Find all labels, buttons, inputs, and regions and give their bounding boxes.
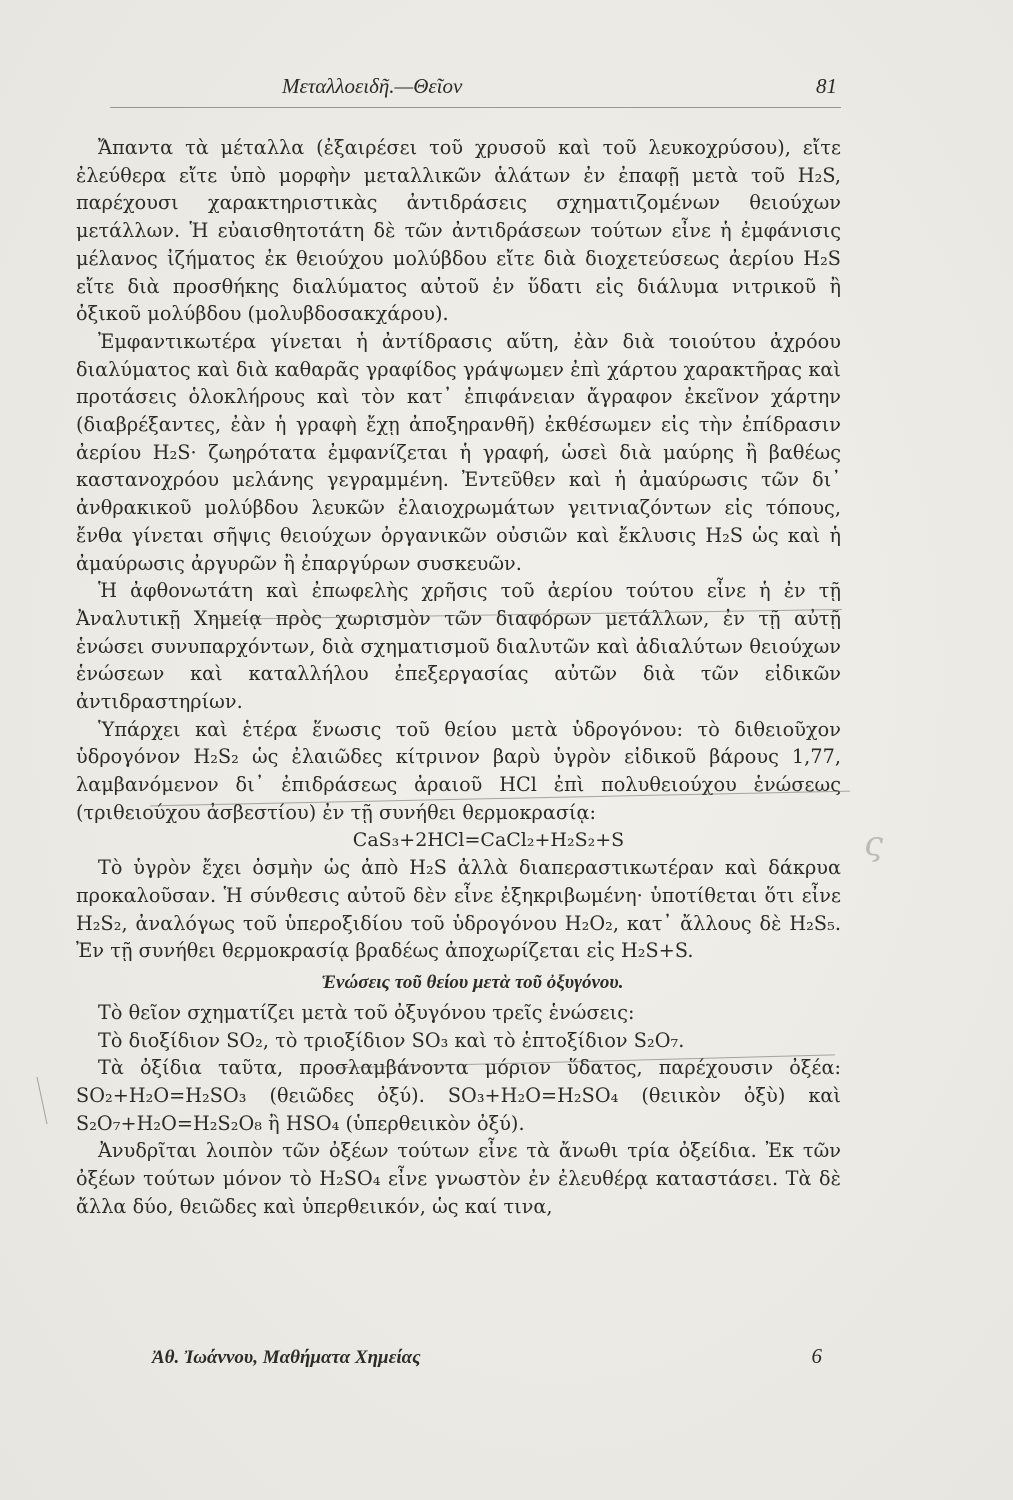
page-header — [110, 74, 841, 108]
section-heading: Ἑνώσεις τοῦ θείου μετὰ τοῦ ὀξυγόνου. — [321, 972, 624, 994]
book-citation: Ἀθ. Ἰωάννου, Μαθήματα Χημείας — [152, 1347, 421, 1368]
paragraph-acids: Τὰ ὀξίδια ταῦτα, προσλαμβάνοντα μόριον ὕδατος, παρέχουσιν ὀξέα: SO₂+H₂O=H₂SO₃ (θειῶδες ὀξύ). SO₃+H₂O=H₂SO₄ (θειικὸν ὀξὺ) καὶ S₂O₇+H₂O=H₂S₂O₈ ἢ HSO₄ (ὑπερθειικὸν ὀξύ). — [76, 1056, 841, 1135]
running-title: Μεταλλοειδῆ.—Θεῖον — [282, 74, 463, 98]
paragraph-anhydrides: Ἀνυδρῖται λοιπὸν τῶν ὀξέων τούτων εἶνε τὰ ἄνωθι τρία ὀξείδια. Ἐκ τῶν ὀξέων τούτων μόνον τὸ H₂SO₄ εἶνε γνωστὸν ἐν ἐλευθέρᾳ καταστάσει. Τὰ δὲ ἄλλα δύο, θειῶδες καὶ ὑπερθειικόν, ὡς καί τινα, — [76, 1139, 841, 1218]
pencil-margin-stroke — [37, 1077, 48, 1124]
formula-calcium-trisulfide: CaS₃+2HCl=CaCl₂+H₂S₂+S — [352, 828, 625, 851]
page-footer — [152, 1344, 842, 1369]
paragraph-analytical-use: Ἡ ἀφθονωτάτη καὶ ἐπωφελὴς χρῆσις τοῦ ἀερίου τούτου εἶνε ἡ ἐν τῇ Ἀναλυτικῇ Χημείᾳ πρὸς χωρισμὸν τῶν διαφόρων μετάλλων, ἐν τῇ αὐτῇ ἑνώσει συνυπαρχόντων, διὰ σχηματισμοῦ διαλυτῶν καὶ ἀδιαλύτων θειούχων ἑνώσεων καὶ καταλλήλου ἐπεξεργασίας αὐτῶν διὰ τῶν εἰδικῶν ἀντιδραστηρίων. — [76, 579, 841, 714]
signature-number: 6 — [811, 1344, 822, 1368]
paragraph-oxides-list: Τὸ διοξίδιον SO₂, τὸ τριοξίδιον SO₃ καὶ τὸ ἑπτοξίδιον S₂O₇. — [98, 1028, 685, 1052]
paragraph-hydrogen-persulfide: Ὑπάρχει καὶ ἑτέρα ἕνωσις τοῦ θείου μετὰ ὑδρογόνου: τὸ διθειοῦχον ὑδρογόνον H₂S₂ ὡς ἐλαιῶδες κίτρινον βαρὺ ὑγρὸν εἰδικοῦ βάρους 1,77, λαμβανόμενον δι᾽ ἐπιδράσεως ἀραιοῦ HCl ἐπὶ πολυθειούχου ἑνώσεως (τριθειούχου ἀσβεστίου) ἐν τῇ συνήθει θερμοκρασίᾳ: — [76, 717, 841, 824]
paragraph-invisible-writing: Ἐμφαντικωτέρα γίνεται ἡ ἀντίδρασις αὕτη, ἐὰν διὰ τοιούτου ἀχρόου διαλύματος καὶ διὰ καθαρᾶς γραφίδος γράψωμεν ἐπὶ χάρτου χαρακτῆρας καὶ προτάσεις ὁλοκλήρους καὶ τὸν κατ᾽ ἐπιφάνειαν ἄγραφον ἐκεῖνον χάρτην (διαβρέξαντες, ἐὰν ἡ γραφὴ ἔχῃ ἀποξηρανθῆ) ἐκθέσωμεν εἰς τὴν ἐπίδρασιν ἀερίου H₂S· ζωηρότατα ἐμφανίζεται ἡ γραφή, ὡσεὶ διὰ μαύρης ἢ βαθέως καστανοχρόου μελάνης γεγραμμένη. Ἐντεῦθεν καὶ ἡ ἀμαύρωσις τῶν δι᾽ ἀνθρακικοῦ μολύβδου λευκῶν ἐλαιοχρωμάτων γειτνιαζόντων εἰς τόπους, ἔνθα γίνεται σῆψις θειούχων ὀργανικῶν οὐσιῶν καὶ ἔκλυσις H₂S ὡς καὶ ἡ ἀμαύρωσις ἀργυρῶν ἢ ἐπαργύρων συσκευῶν. — [76, 329, 841, 575]
paragraph-three-compounds: Τὸ θεῖον σχηματίζει μετὰ τοῦ ὀξυγόνου τρεῖς ἑνώσεις: — [98, 1000, 635, 1024]
paragraph-metals-reaction: Ἄπαντα τὰ μέταλλα (ἐξαιρέσει τοῦ χρυσοῦ καὶ τοῦ λευκοχρύσου), εἴτε ἐλεύθερα εἴτε ὑπὸ μορφὴν μεταλλικῶν ἁλάτων ἐν ἐπαφῇ μετὰ τοῦ H₂S, παρέχουσι χαρακτηριστικὰς ἀντιδράσεις σχηματιζομένων θειούχων μετάλλων. Ἡ εὐαισθητοτάτη δὲ τῶν ἀντιδράσεων τούτων εἶνε ἡ ἐμφάνισις μέλανος ἰζήματος ἐκ θειούχου μολύβδου εἴτε διὰ διοχετεύσεως ἀερίου H₂S εἴτε διὰ προσθήκης διαλύματος αὐτοῦ ἐν ὕδατι εἰς διάλυμα νιτρικοῦ ἢ ὀξικοῦ μολύβδου (μολυβδοσακχάρου). — [76, 136, 841, 326]
page-number: 81 — [816, 74, 837, 98]
paragraph-liquid-properties: Τὸ ὑγρὸν ἔχει ὀσμὴν ὡς ἀπὸ H₂S ἀλλὰ διαπεραστικωτέραν καὶ δάκρυα προκαλοῦσαν. Ἡ σύνθεσις αὐτοῦ δὲν εἶνε ἐξηκριβωμένη· ὑποτίθεται ὅτι εἶνε H₂S₂, ἀναλόγως τοῦ ὑπεροξιδίου τοῦ ὑδρογόνου H₂O₂, κατ᾽ ἄλλους δὲ H₂S₅. Ἐν τῇ συνήθει θερμοκρασίᾳ βραδέως ἀποχωρίζεται εἰς H₂S+S. — [76, 856, 841, 963]
pencil-margin-scribble: ς — [864, 824, 884, 864]
